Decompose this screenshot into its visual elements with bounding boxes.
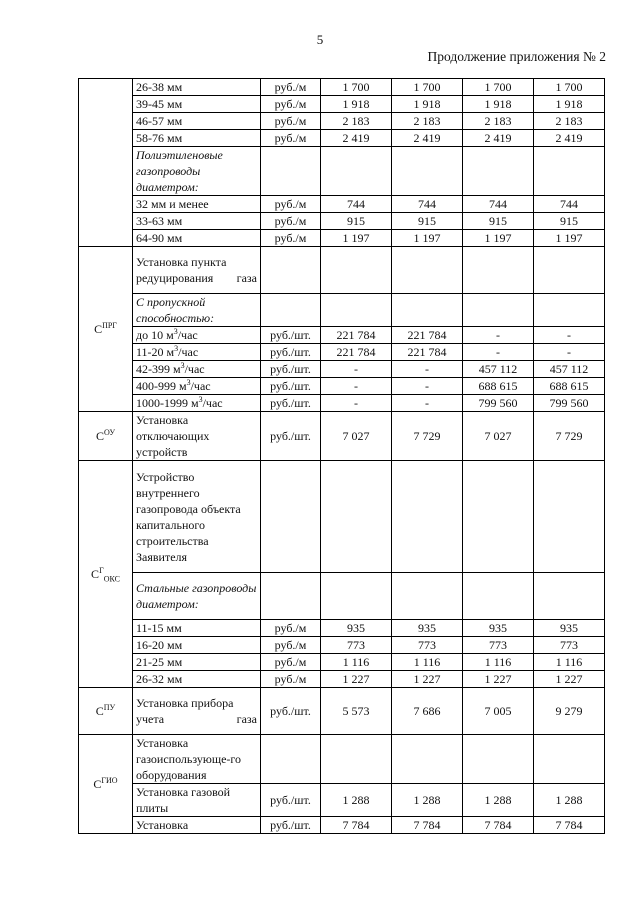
table-row [79,395,605,412]
row-name-suffix: /час [178,345,199,359]
tariff-value: 915 [392,213,463,230]
table-row [79,96,605,113]
empty-cell [463,147,534,196]
page-number: 5 [316,32,324,47]
tariff-value: 1 700 [321,79,392,96]
tariff-value: 1 700 [534,79,605,96]
table-row [79,147,605,196]
tariff-value: 799 560 [463,395,534,412]
row-name: 32 мм и менее [133,196,261,213]
row-name [133,361,261,378]
tariff-value: 1 227 [463,671,534,688]
empty-cell [463,573,534,620]
tariff-value: - [463,327,534,344]
cost-code-superscript: ГИО [101,776,118,785]
tariff-value: 2 419 [321,130,392,147]
empty-cell [261,735,321,784]
tariff-value: 7 027 [463,412,534,461]
row-name-text: 1000-1999 м [136,396,199,410]
tariff-value: 1 197 [321,230,392,247]
tariff-value: 7 729 [392,412,463,461]
cost-code-base: С [95,429,104,443]
tariff-value: 1 227 [392,671,463,688]
tariff-value: 915 [463,213,534,230]
empty-cell [321,461,392,573]
empty-cell [261,147,321,196]
tariff-value: 1 918 [534,96,605,113]
empty-cell [392,147,463,196]
row-name: Установка пункта редуцирования газа [133,247,261,294]
empty-cell [392,294,463,327]
cost-code-base: С [91,567,100,581]
tariff-value: 1 288 [463,784,534,817]
empty-cell [321,247,392,294]
tariff-value: 2 419 [534,130,605,147]
tariff-value: 773 [534,637,605,654]
tariff-table [78,78,605,834]
tariff-value: 221 784 [392,344,463,361]
table-row [79,378,605,395]
row-name: 16-20 мм [133,637,261,654]
tariff-value: - [392,395,463,412]
table-row [79,113,605,130]
tariff-value: 7 784 [321,817,392,834]
empty-cell [321,147,392,196]
empty-cell [534,573,605,620]
table-row [79,79,605,96]
row-name: 64-90 мм [133,230,261,247]
row-name: 58-76 мм [133,130,261,147]
tariff-value: 221 784 [321,344,392,361]
tariff-value: - [321,378,392,395]
row-name-superscript: 3 [173,327,178,336]
tariff-value: 457 112 [463,361,534,378]
tariff-value: - [392,378,463,395]
row-name: Установка отключающих устройств [133,412,261,461]
row-unit: руб./шт. [261,361,321,378]
empty-cell [261,461,321,573]
cost-code [79,247,133,412]
table-row [79,213,605,230]
row-name: 39-45 мм [133,96,261,113]
row-name: Установка газовой плиты [133,784,261,817]
tariff-value: 773 [463,637,534,654]
table-row [79,573,605,620]
empty-cell [463,247,534,294]
row-unit: руб./шт. [261,327,321,344]
cost-code-superscript: ОУ [104,428,115,437]
tariff-value: - [534,344,605,361]
row-name-suffix: /час [177,328,198,342]
tariff-value: 1 197 [463,230,534,247]
empty-cell [392,573,463,620]
cost-code-base: С [93,777,102,791]
tariff-value: 688 615 [463,378,534,395]
row-name-superscript: 3 [174,344,179,353]
row-name-text: 42-399 м [136,362,181,376]
row-name-superscript: 3 [198,395,203,404]
cost-code [79,79,133,247]
row-name: Устройство внутреннего газопровода объекта капитального строительства Заявителя [133,461,261,573]
row-name-superscript: 3 [186,378,191,387]
cost-code-superscript: ПРГ [102,321,117,330]
tariff-value: 1 116 [392,654,463,671]
row-name: 46-57 мм [133,113,261,130]
empty-cell [321,573,392,620]
tariff-value: 1 197 [534,230,605,247]
cost-code [79,688,133,735]
tariff-value: 1 227 [321,671,392,688]
tariff-value: 2 183 [534,113,605,130]
row-name: Полиэтиленовые газопроводы диаметром: [133,147,261,196]
tariff-value: 1 918 [392,96,463,113]
tariff-value: - [534,327,605,344]
tariff-value: 7 005 [463,688,534,735]
appendix-continuation-note: Продолжение приложения № 2 [427,49,606,64]
row-name: С пропускной способностью: [133,294,261,327]
cost-code-base: С [95,704,104,718]
row-unit: руб./шт. [261,395,321,412]
tariff-value: 7 784 [463,817,534,834]
empty-cell [463,294,534,327]
tariff-value: 935 [321,620,392,637]
tariff-value: 935 [534,620,605,637]
empty-cell [261,247,321,294]
table-row [79,327,605,344]
tariff-value: 1 288 [321,784,392,817]
tariff-value: 915 [321,213,392,230]
tariff-value: 744 [321,196,392,213]
empty-cell [534,247,605,294]
tariff-value: 9 279 [534,688,605,735]
empty-cell [534,294,605,327]
row-unit: руб./шт. [261,412,321,461]
row-name-superscript: 3 [180,361,185,370]
row-name-text: до 10 м [136,328,174,342]
table-row [79,247,605,294]
row-unit: руб./м [261,637,321,654]
tariff-value: 688 615 [534,378,605,395]
tariff-value: 2 183 [392,113,463,130]
cost-code [79,735,133,834]
row-name [133,378,261,395]
row-name: 33-63 мм [133,213,261,230]
tariff-value: 799 560 [534,395,605,412]
cost-code-subscript: ОКС [103,574,120,584]
cost-code-superscript: ПУ [103,703,116,712]
empty-cell [261,573,321,620]
tariff-value: 744 [463,196,534,213]
tariff-value: 935 [392,620,463,637]
row-name: 26-32 мм [133,671,261,688]
row-name: Установка [133,817,261,834]
empty-cell [321,294,392,327]
cost-code-superscript: Г [99,566,104,575]
tariff-value: 7 027 [321,412,392,461]
tariff-value: 7 686 [392,688,463,735]
row-name-text: 11-20 м [136,345,175,359]
table-row [79,412,605,461]
tariff-value: 744 [534,196,605,213]
table-row [79,654,605,671]
tariff-value: 221 784 [321,327,392,344]
row-name: Стальные газопроводы диаметром: [133,573,261,620]
empty-cell [321,735,392,784]
row-unit: руб./шт. [261,344,321,361]
table-row [79,130,605,147]
tariff-value: 1 918 [321,96,392,113]
table-row [79,294,605,327]
tariff-value: 1 288 [534,784,605,817]
table-row [79,637,605,654]
row-unit: руб./м [261,79,321,96]
row-name [133,344,261,361]
tariff-value: 1 918 [463,96,534,113]
table-row [79,784,605,817]
tariff-value: 457 112 [534,361,605,378]
tariff-value: 1 197 [392,230,463,247]
row-name: 21-25 мм [133,654,261,671]
tariff-value: 1 116 [321,654,392,671]
row-unit: руб./м [261,213,321,230]
tariff-value: 1 116 [463,654,534,671]
row-unit: руб./м [261,230,321,247]
row-unit: руб./м [261,96,321,113]
row-name: 26-38 мм [133,79,261,96]
row-name: Установка прибора учета газа [133,688,261,735]
tariff-value: 7 784 [534,817,605,834]
table-row [79,361,605,378]
tariff-value: 1 288 [392,784,463,817]
tariff-value: 773 [321,637,392,654]
table-row [79,688,605,735]
tariff-value: 7 784 [392,817,463,834]
row-name-suffix: /час [202,396,223,410]
cost-code [79,412,133,461]
empty-cell [534,147,605,196]
tariff-value: - [321,395,392,412]
tariff-value: 7 729 [534,412,605,461]
table-row [79,344,605,361]
table-row [79,671,605,688]
row-name: 11-15 мм [133,620,261,637]
tariff-value: 221 784 [392,327,463,344]
row-unit: руб./м [261,130,321,147]
tariff-value: 5 573 [321,688,392,735]
empty-cell [392,461,463,573]
row-unit: руб./м [261,196,321,213]
tariff-value: 2 183 [321,113,392,130]
row-name-suffix: /час [190,379,211,393]
tariff-value: 915 [534,213,605,230]
tariff-value: 1 700 [463,79,534,96]
cost-code-base: С [94,322,103,336]
row-name-text: 400-999 м [136,379,187,393]
tariff-value: 2 419 [392,130,463,147]
table-row [79,196,605,213]
empty-cell [534,461,605,573]
row-unit: руб./шт. [261,817,321,834]
empty-cell [261,294,321,327]
tariff-value: 1 116 [534,654,605,671]
empty-cell [392,735,463,784]
tariff-value: 1 227 [534,671,605,688]
row-name-suffix: /час [184,362,205,376]
tariff-value: - [321,361,392,378]
tariff-value: - [392,361,463,378]
empty-cell [392,247,463,294]
table-row [79,230,605,247]
tariff-value: 2 183 [463,113,534,130]
row-name [133,395,261,412]
row-unit: руб./шт. [261,378,321,395]
tariff-value: - [463,344,534,361]
tariff-value: 744 [392,196,463,213]
table-row [79,817,605,834]
row-unit: руб./шт. [261,784,321,817]
row-name: Установка газоиспользующе-го оборудования [133,735,261,784]
tariff-value: 2 419 [463,130,534,147]
tariff-value: 1 700 [392,79,463,96]
row-unit: руб./шт. [261,688,321,735]
row-unit: руб./м [261,654,321,671]
table-row [79,620,605,637]
row-unit: руб./м [261,113,321,130]
row-name [133,327,261,344]
empty-cell [534,735,605,784]
empty-cell [463,735,534,784]
table-row [79,461,605,573]
cost-code [79,461,133,688]
row-unit: руб./м [261,671,321,688]
row-unit: руб./м [261,620,321,637]
tariff-value: 773 [392,637,463,654]
empty-cell [463,461,534,573]
tariff-value: 935 [463,620,534,637]
table-row [79,735,605,784]
